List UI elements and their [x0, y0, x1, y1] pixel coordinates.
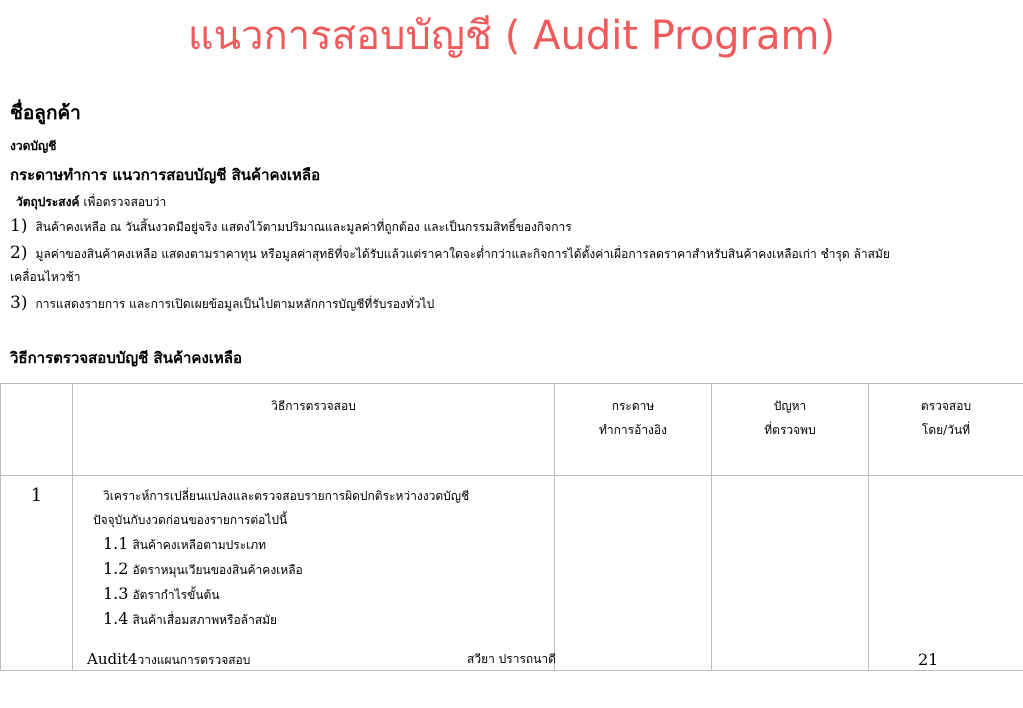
header-cell-issues	[712, 384, 869, 476]
procedure-cell	[73, 476, 555, 671]
objective-item-text: การแสดงรายการ และการเปิดเผยข้อมูลเป็นไปตามหลักการบัญชีที่รับรองทั่วไป	[35, 297, 435, 311]
objective-item	[10, 216, 572, 237]
subitem-number: 1.1	[103, 534, 129, 553]
header-cell-number	[1, 384, 73, 476]
subitem-number: 1.3	[103, 584, 129, 603]
procedure-subitem	[93, 582, 544, 607]
objective-item-text: มูลค่าของสินค้าคงเหลือ แสดงตามราคาทุน หรือมูลค่าสุทธิที่จะได้รับแล้วแต่ราคาใดจะต่ำกว่าและกิจการได้ตั้งค่าเผื่อการลดราคาสำหรับสินค้าคงเหลือเก่า ชำรุด ล้าสมัย	[35, 247, 890, 261]
objective-line	[16, 193, 166, 212]
header-issues-line2: ที่ตรวจพบ	[764, 423, 816, 437]
objective-number: 1)	[10, 216, 28, 236]
procedure-subitem	[93, 557, 544, 582]
header-reference-line1: กระดาษ	[611, 399, 655, 413]
objective-number: 2)	[10, 243, 28, 263]
header-checked-line1: ตรวจสอบ	[920, 399, 972, 413]
header-reference-line2: ทำการอ้างอิง	[599, 423, 667, 437]
client-label: ชื่อลูกค้า	[10, 102, 81, 124]
subitem-text: อัตราหมุนเวียนของสินค้าคงเหลือ	[132, 563, 303, 577]
footer-course	[87, 650, 250, 670]
procedure-subitem	[93, 607, 544, 632]
header-cell-reference	[555, 384, 712, 476]
objective-number: 3)	[10, 293, 28, 313]
subitem-text: อัตรากำไรขั้นต้น	[132, 588, 220, 602]
row-number: 1	[1, 476, 73, 671]
table-header-row	[1, 384, 1023, 476]
procedure-lead-line2: ปัจจุบันกับงวดก่อนของรายการต่อไปนี้	[93, 513, 288, 527]
objective-item	[10, 243, 890, 264]
table-row	[1, 476, 1023, 671]
procedure-lead-line1: วิเคราะห์การเปลี่ยนแปลงและตรวจสอบรายการผิดปกติระหว่างงวดบัญชี	[103, 489, 470, 503]
period-label: งวดบัญชี	[10, 139, 57, 153]
procedure-subitem	[93, 532, 544, 557]
footer-course-topic: วางแผนการตรวจสอบ	[137, 653, 251, 667]
footer-page-number: 21	[918, 650, 939, 669]
footer-course-code: Audit4	[87, 650, 138, 668]
checked-by-cell[interactable]	[869, 476, 1023, 671]
header-procedure-label: วิธีการตรวจสอบ	[271, 399, 356, 413]
objective-item-continued: เคลื่อนไหวช้า	[10, 270, 81, 284]
subitem-number: 1.4	[103, 609, 129, 628]
header-cell-checked-by	[869, 384, 1023, 476]
header-cell-procedure	[73, 384, 555, 476]
issues-cell[interactable]	[712, 476, 869, 671]
page-title: แนวการสอบบัญชี ( Audit Program)	[187, 13, 836, 59]
objective-label: วัตถุประสงค์	[16, 195, 80, 209]
subitem-text: สินค้าเสื่อมสภาพหรือล้าสมัย	[132, 613, 278, 627]
objective-item	[10, 293, 434, 314]
objective-text: เพื่อตรวจสอบว่า	[83, 195, 167, 209]
objective-item-text: สินค้าคงเหลือ ณ วันสิ้นงวดมีอยู่จริง แสดงไว้ตามปริมาณและมูลค่าที่ถูกต้อง และเป็นกรรมสิทธิ์ของกิจการ	[35, 220, 572, 234]
procedures-heading: วิธีการตรวจสอบบัญชี สินค้าคงเหลือ	[10, 349, 242, 367]
reference-cell[interactable]	[555, 476, 712, 671]
header-issues-line1: ปัญหา	[773, 399, 807, 413]
footer-author: สวียา ปรารถนาดี	[467, 652, 556, 666]
header-checked-line2: โดย/วันที่	[921, 423, 971, 437]
worksheet-heading: กระดาษทำการ แนวการสอบบัญชี สินค้าคงเหลือ	[10, 166, 321, 184]
audit-program-table	[0, 383, 1023, 671]
subitem-text: สินค้าคงเหลือตามประเภท	[132, 538, 267, 552]
subitem-number: 1.2	[103, 559, 129, 578]
